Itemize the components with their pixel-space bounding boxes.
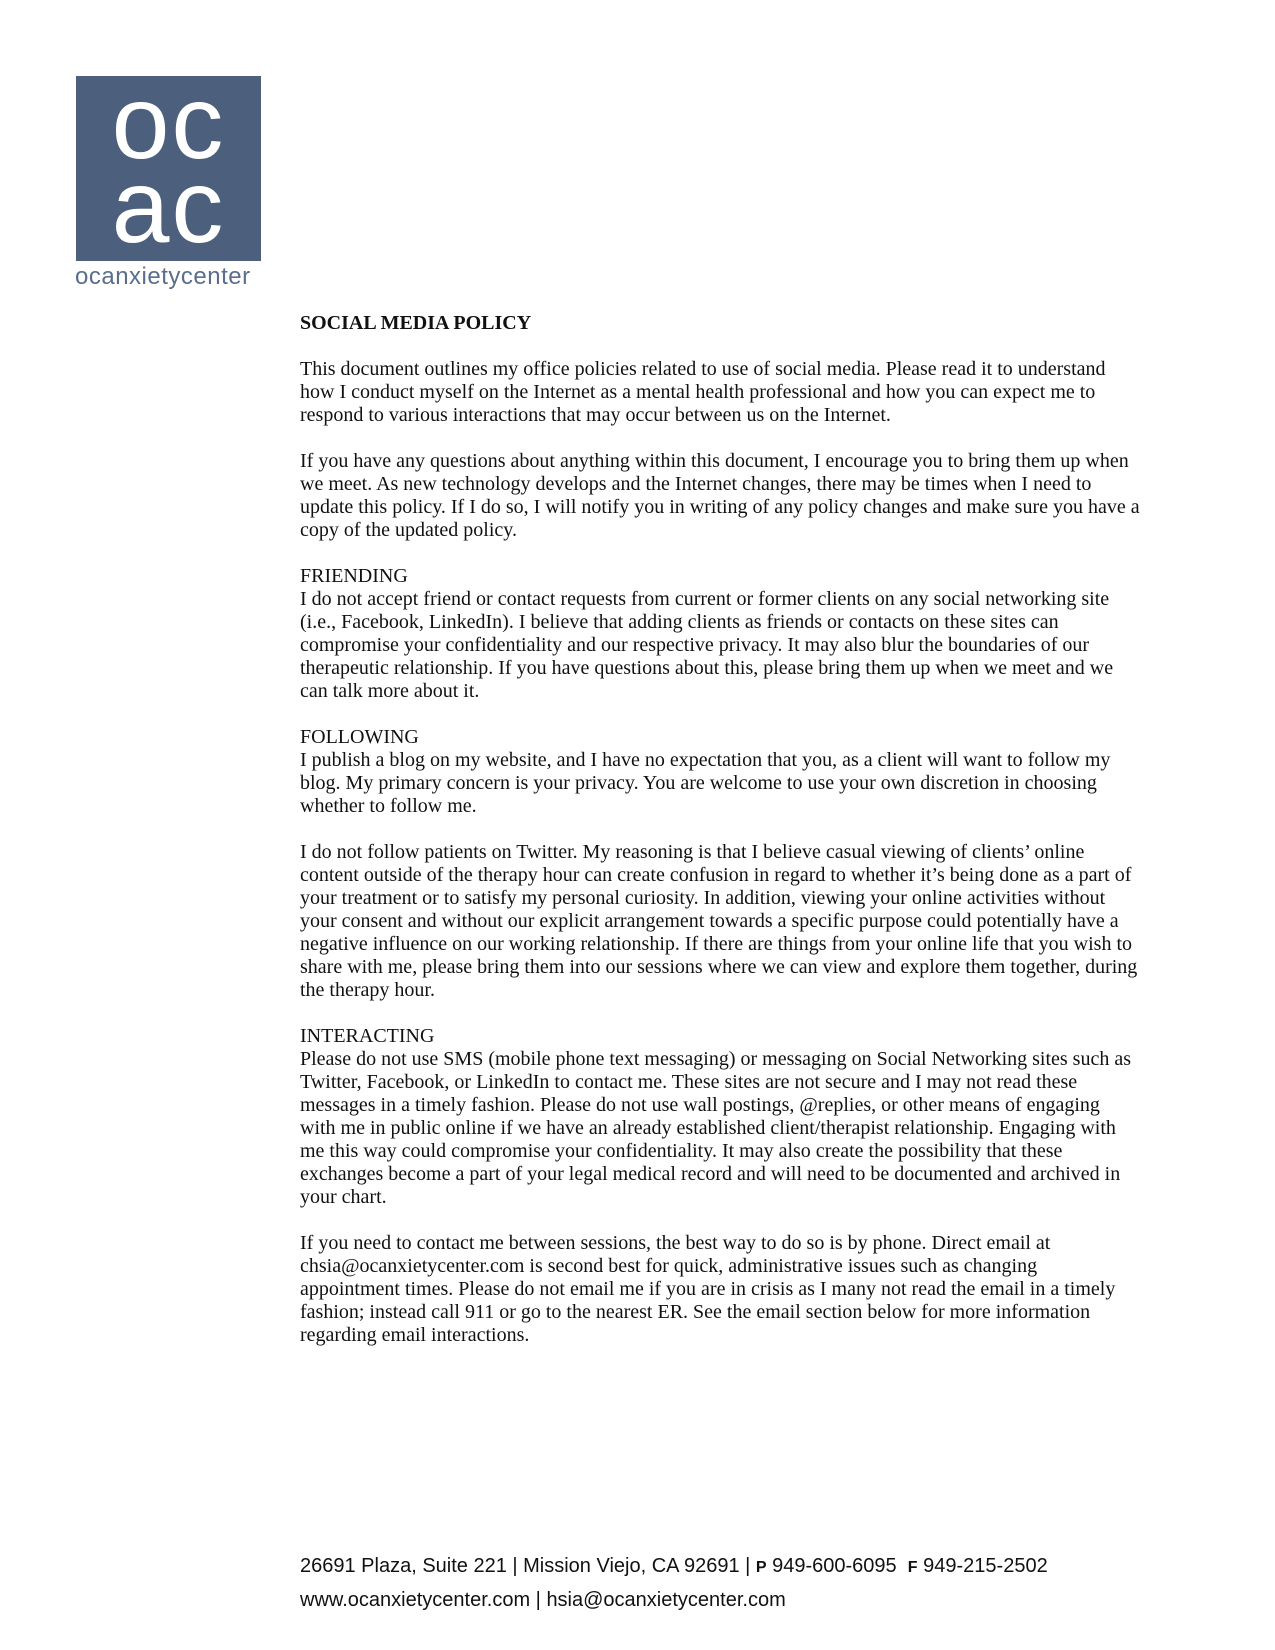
footer-phone: 949-600-6095 (772, 1555, 897, 1577)
intro-paragraph-1: This document outlines my office policies related to use of social media. Please read it to understand how I conduct myself on the Internet as a mental health professional and how you can expect me to respond to various interactions that may occur between us on the Internet. (300, 358, 1106, 426)
logo-line-oc: oc (111, 65, 226, 181)
intro-paragraph-2: If you have any questions about anything within this document, I encourage you to bring them up when we meet. As new technology develops and the Internet changes, there may be times when I need to update this policy. If I do so, I will notify you in writing of any policy changes and make sure you have a copy of the updated policy. (300, 450, 1140, 541)
logo-line-ac: ac (111, 149, 226, 265)
footer-fax-label: F (907, 1559, 918, 1576)
section-heading-interacting: INTERACTING (300, 1025, 435, 1047)
following-paragraph-1: I publish a blog on my website, and I have no expectation that you, as a client will want to follow my blog. My primary concern is your privacy. You are welcome to use your own discretion in choosing whether to follow me. (300, 749, 1111, 817)
section-heading-friending: FRIENDING (300, 565, 408, 587)
footer-email-link[interactable]: hsia@ocanxietycenter.com (546, 1589, 786, 1611)
footer-web-line (300, 1584, 1200, 1616)
section-heading-following: FOLLOWING (300, 726, 419, 748)
footer-fax: 949-215-2502 (923, 1555, 1048, 1577)
footer-contact-line (300, 1550, 1200, 1584)
logo-caption-part1: ocanxiety (75, 263, 181, 290)
logo-caption-part2: center (180, 263, 251, 290)
friending-paragraph-1: I do not accept friend or contact requests from current or former clients on any social networking site (i.e., Facebook, LinkedIn). I believe that adding clients as friends or contacts on these sites can compromise your confidentiality and our respective privacy. It may also blur the boundaries of our therapeutic relationship. If you have questions about this, please bring them up when we meet and we can talk more about it. (300, 588, 1114, 702)
page-footer (300, 1550, 1200, 1616)
document-body (300, 312, 1140, 1370)
footer-address: 26691 Plaza, Suite 221 | Mission Viejo, CA 92691 | (300, 1555, 751, 1577)
interacting-paragraph-1: Please do not use SMS (mobile phone text messaging) or messaging on Social Networking sites such as Twitter, Facebook, or LinkedIn to contact me. These sites are not secure and I may not read these messages in a timely fashion. Please do not use wall postings, @replies, or other means of engaging with me in public online if we have an already established client/therapist relationship. Engaging with me this way could compromise your confidentiality. It may also create the possibility that these exchanges become a part of your legal medical record and will need to be documented and archived in your chart. (300, 1048, 1132, 1208)
footer-phone-label: P (755, 1559, 767, 1576)
footer-website-link[interactable]: www.ocanxietycenter.com (300, 1589, 531, 1611)
logo-mark (76, 65, 261, 265)
logo-caption (75, 263, 251, 291)
footer-separator: | (535, 1589, 541, 1611)
page-title: SOCIAL MEDIA POLICY (300, 312, 532, 334)
following-paragraph-2: I do not follow patients on Twitter. My reasoning is that I believe casual viewing of clients’ online content outside of the therapy hour can create confusion in regard to whether it’s being done as a part of your treatment or to satisfy my personal curiosity. In addition, viewing your online activities without your consent and without our explicit arrangement towards a specific purpose could potentially have a negative influence on our working relationship. If there are things from your online life that you wish to share with me, please bring them into our sessions where we can view and explore them together, during the therapy hour. (300, 841, 1138, 1001)
interacting-paragraph-2: If you need to contact me between sessions, the best way to do so is by phone. Direct email at chsia@ocanxietycenter.com is second best for quick, administrative issues such as changing appointment times. Please do not email me if you are in crisis as I many not read the email in a timely fashion; instead call 911 or go to the nearest ER. See the email section below for more information regarding email interactions. (300, 1232, 1116, 1346)
